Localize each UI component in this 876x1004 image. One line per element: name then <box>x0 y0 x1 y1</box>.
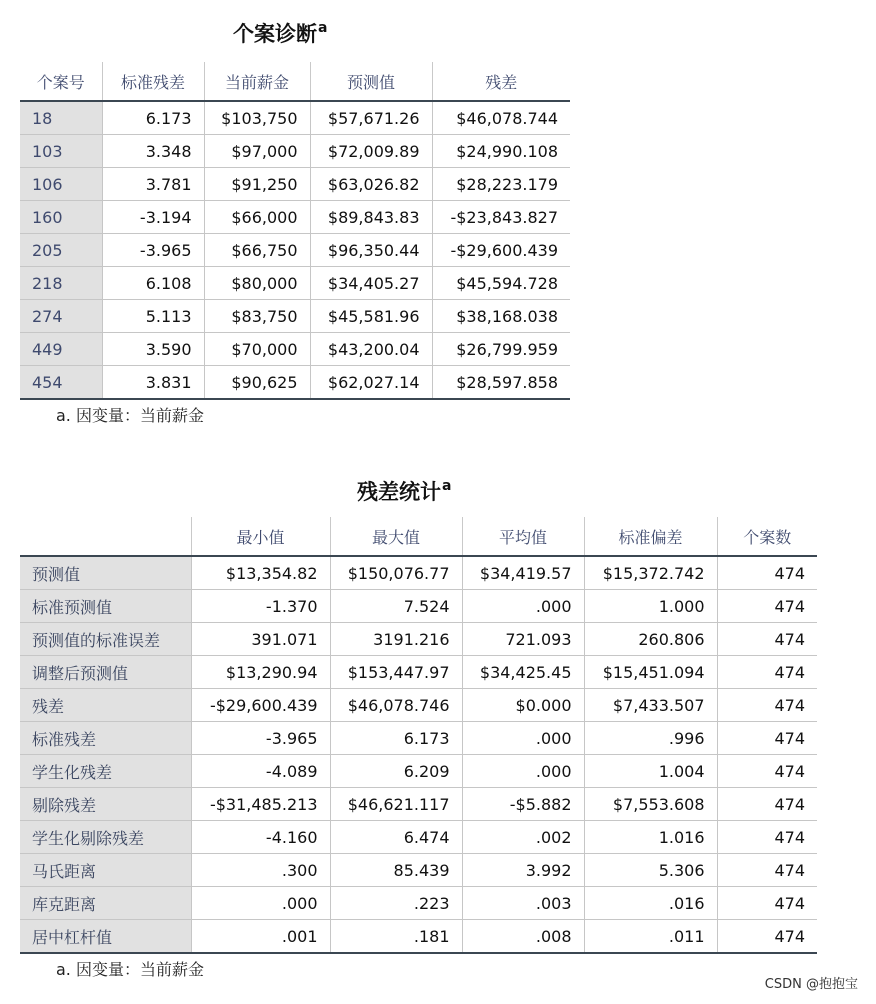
table-row <box>20 887 817 920</box>
data-cell: $26,799.959 <box>432 333 570 366</box>
column-header-current-salary: 当前薪金 <box>204 62 310 101</box>
data-cell: .000 <box>462 722 584 755</box>
data-cell: $96,350.44 <box>310 234 432 267</box>
data-cell: 3.831 <box>102 366 204 400</box>
residual-statistics-table <box>20 517 817 954</box>
table1-footnote: a. 因变量：当前薪金 <box>56 406 204 425</box>
data-cell: 474 <box>717 821 817 854</box>
data-cell: 1.000 <box>584 590 717 623</box>
data-cell: $83,750 <box>204 300 310 333</box>
row-header-cell: 剔除残差 <box>20 788 191 821</box>
data-cell: .300 <box>191 854 330 887</box>
data-cell: $66,750 <box>204 234 310 267</box>
data-cell: $70,000 <box>204 333 310 366</box>
data-cell: .016 <box>584 887 717 920</box>
data-cell: 6.108 <box>102 267 204 300</box>
title-superscript: a <box>318 20 328 36</box>
row-header-cell: 学生化残差 <box>20 755 191 788</box>
data-cell: 1.004 <box>584 755 717 788</box>
column-header-residual: 残差 <box>432 62 570 101</box>
table-row <box>20 623 817 656</box>
header-row <box>20 517 817 556</box>
row-header-cell: 205 <box>20 234 102 267</box>
data-cell: .002 <box>462 821 584 854</box>
data-cell: $90,625 <box>204 366 310 400</box>
data-cell: -4.160 <box>191 821 330 854</box>
data-cell: 1.016 <box>584 821 717 854</box>
data-cell: $66,000 <box>204 201 310 234</box>
residual-statistics-title <box>357 476 451 506</box>
data-cell: 474 <box>717 556 817 590</box>
table-row <box>20 135 570 168</box>
row-header-cell: 马氏距离 <box>20 854 191 887</box>
data-cell: 391.071 <box>191 623 330 656</box>
data-cell: 5.113 <box>102 300 204 333</box>
data-cell: 474 <box>717 755 817 788</box>
data-cell: -$29,600.439 <box>191 689 330 722</box>
data-cell: .996 <box>584 722 717 755</box>
casewise-diagnostics-table <box>20 62 570 400</box>
data-cell: .008 <box>462 920 584 954</box>
data-cell: -$29,600.439 <box>432 234 570 267</box>
table-row <box>20 267 570 300</box>
data-cell: -$23,843.827 <box>432 201 570 234</box>
data-cell: -3.965 <box>191 722 330 755</box>
table-row <box>20 333 570 366</box>
data-cell: 85.439 <box>330 854 462 887</box>
data-cell: $38,168.038 <box>432 300 570 333</box>
column-header-mean: 平均值 <box>462 517 584 556</box>
header-row <box>20 62 570 101</box>
data-cell: .000 <box>462 755 584 788</box>
data-cell: $72,009.89 <box>310 135 432 168</box>
table-row <box>20 168 570 201</box>
data-cell: $34,405.27 <box>310 267 432 300</box>
data-cell: 474 <box>717 590 817 623</box>
table-row <box>20 920 817 954</box>
data-cell: $34,425.45 <box>462 656 584 689</box>
data-cell: 474 <box>717 920 817 954</box>
data-cell: $28,597.858 <box>432 366 570 400</box>
data-cell: .181 <box>330 920 462 954</box>
data-cell: $103,750 <box>204 101 310 135</box>
data-cell: $63,026.82 <box>310 168 432 201</box>
table-row <box>20 201 570 234</box>
column-header-minimum: 最小值 <box>191 517 330 556</box>
row-header-cell: 残差 <box>20 689 191 722</box>
data-cell: $80,000 <box>204 267 310 300</box>
table-row <box>20 556 817 590</box>
data-cell: $46,621.117 <box>330 788 462 821</box>
data-cell: 474 <box>717 656 817 689</box>
data-cell: $46,078.744 <box>432 101 570 135</box>
data-cell: .000 <box>191 887 330 920</box>
table-body <box>20 556 817 953</box>
row-header-cell: 218 <box>20 267 102 300</box>
table2-footnote: a. 因变量：当前薪金 <box>56 960 204 979</box>
data-cell: 3.590 <box>102 333 204 366</box>
data-cell: $7,553.608 <box>584 788 717 821</box>
data-cell: 474 <box>717 887 817 920</box>
data-cell: -3.965 <box>102 234 204 267</box>
data-cell: 474 <box>717 623 817 656</box>
column-header-case-number: 个案号 <box>20 62 102 101</box>
casewise-diagnostics-title <box>233 18 327 48</box>
data-cell: $46,078.746 <box>330 689 462 722</box>
row-header-cell: 居中杠杆值 <box>20 920 191 954</box>
data-cell: -$31,485.213 <box>191 788 330 821</box>
data-cell: 3191.216 <box>330 623 462 656</box>
data-cell: $15,451.094 <box>584 656 717 689</box>
row-header-cell: 18 <box>20 101 102 135</box>
data-cell: $150,076.77 <box>330 556 462 590</box>
data-cell: 6.474 <box>330 821 462 854</box>
table-row <box>20 821 817 854</box>
row-header-cell: 106 <box>20 168 102 201</box>
data-cell: 5.306 <box>584 854 717 887</box>
table-row <box>20 755 817 788</box>
row-header-cell: 449 <box>20 333 102 366</box>
data-cell: $24,990.108 <box>432 135 570 168</box>
data-cell: $15,372.742 <box>584 556 717 590</box>
table-row <box>20 788 817 821</box>
row-header-cell: 标准预测值 <box>20 590 191 623</box>
column-header-blank <box>20 517 191 556</box>
data-cell: 3.992 <box>462 854 584 887</box>
row-header-cell: 预测值 <box>20 556 191 590</box>
data-cell: 6.173 <box>102 101 204 135</box>
data-cell: .223 <box>330 887 462 920</box>
table-row <box>20 722 817 755</box>
table-row <box>20 101 570 135</box>
data-cell: $34,419.57 <box>462 556 584 590</box>
column-header-std-deviation: 标准偏差 <box>584 517 717 556</box>
row-header-cell: 454 <box>20 366 102 400</box>
data-cell: $45,581.96 <box>310 300 432 333</box>
data-cell: 3.348 <box>102 135 204 168</box>
table-row <box>20 590 817 623</box>
data-cell: $91,250 <box>204 168 310 201</box>
data-cell: $57,671.26 <box>310 101 432 135</box>
row-header-cell: 160 <box>20 201 102 234</box>
row-header-cell: 预测值的标准误差 <box>20 623 191 656</box>
data-cell: .001 <box>191 920 330 954</box>
data-cell: -4.089 <box>191 755 330 788</box>
data-cell: 721.093 <box>462 623 584 656</box>
data-cell: $13,354.82 <box>191 556 330 590</box>
row-header-cell: 103 <box>20 135 102 168</box>
data-cell: $62,027.14 <box>310 366 432 400</box>
data-cell: .011 <box>584 920 717 954</box>
table-body <box>20 101 570 399</box>
row-header-cell: 学生化剔除残差 <box>20 821 191 854</box>
data-cell: $0.000 <box>462 689 584 722</box>
column-header-predicted-value: 预测值 <box>310 62 432 101</box>
title-text: 残差统计 <box>357 479 441 504</box>
data-cell: $43,200.04 <box>310 333 432 366</box>
row-header-cell: 274 <box>20 300 102 333</box>
data-cell: 6.173 <box>330 722 462 755</box>
data-cell: 7.524 <box>330 590 462 623</box>
data-cell: .003 <box>462 887 584 920</box>
title-text: 个案诊断 <box>233 21 317 46</box>
data-cell: 6.209 <box>330 755 462 788</box>
data-cell: $45,594.728 <box>432 267 570 300</box>
data-cell: $7,433.507 <box>584 689 717 722</box>
table-row <box>20 234 570 267</box>
column-header-case-count: 个案数 <box>717 517 817 556</box>
data-cell: $13,290.94 <box>191 656 330 689</box>
row-header-cell: 库克距离 <box>20 887 191 920</box>
data-cell: -1.370 <box>191 590 330 623</box>
table-row <box>20 689 817 722</box>
table-row <box>20 366 570 400</box>
watermark: CSDN @抱抱宝 <box>764 977 858 992</box>
data-cell: 3.781 <box>102 168 204 201</box>
data-cell: 260.806 <box>584 623 717 656</box>
data-cell: $89,843.83 <box>310 201 432 234</box>
data-cell: 474 <box>717 722 817 755</box>
row-header-cell: 标准残差 <box>20 722 191 755</box>
data-cell: -3.194 <box>102 201 204 234</box>
data-cell: $97,000 <box>204 135 310 168</box>
data-cell: $28,223.179 <box>432 168 570 201</box>
data-cell: .000 <box>462 590 584 623</box>
data-cell: -$5.882 <box>462 788 584 821</box>
table-row <box>20 656 817 689</box>
title-superscript: a <box>442 478 452 494</box>
row-header-cell: 调整后预测值 <box>20 656 191 689</box>
data-cell: 474 <box>717 854 817 887</box>
column-header-maximum: 最大值 <box>330 517 462 556</box>
column-header-std-residual: 标准残差 <box>102 62 204 101</box>
table-row <box>20 854 817 887</box>
data-cell: 474 <box>717 788 817 821</box>
data-cell: $153,447.97 <box>330 656 462 689</box>
table-row <box>20 300 570 333</box>
data-cell: 474 <box>717 689 817 722</box>
